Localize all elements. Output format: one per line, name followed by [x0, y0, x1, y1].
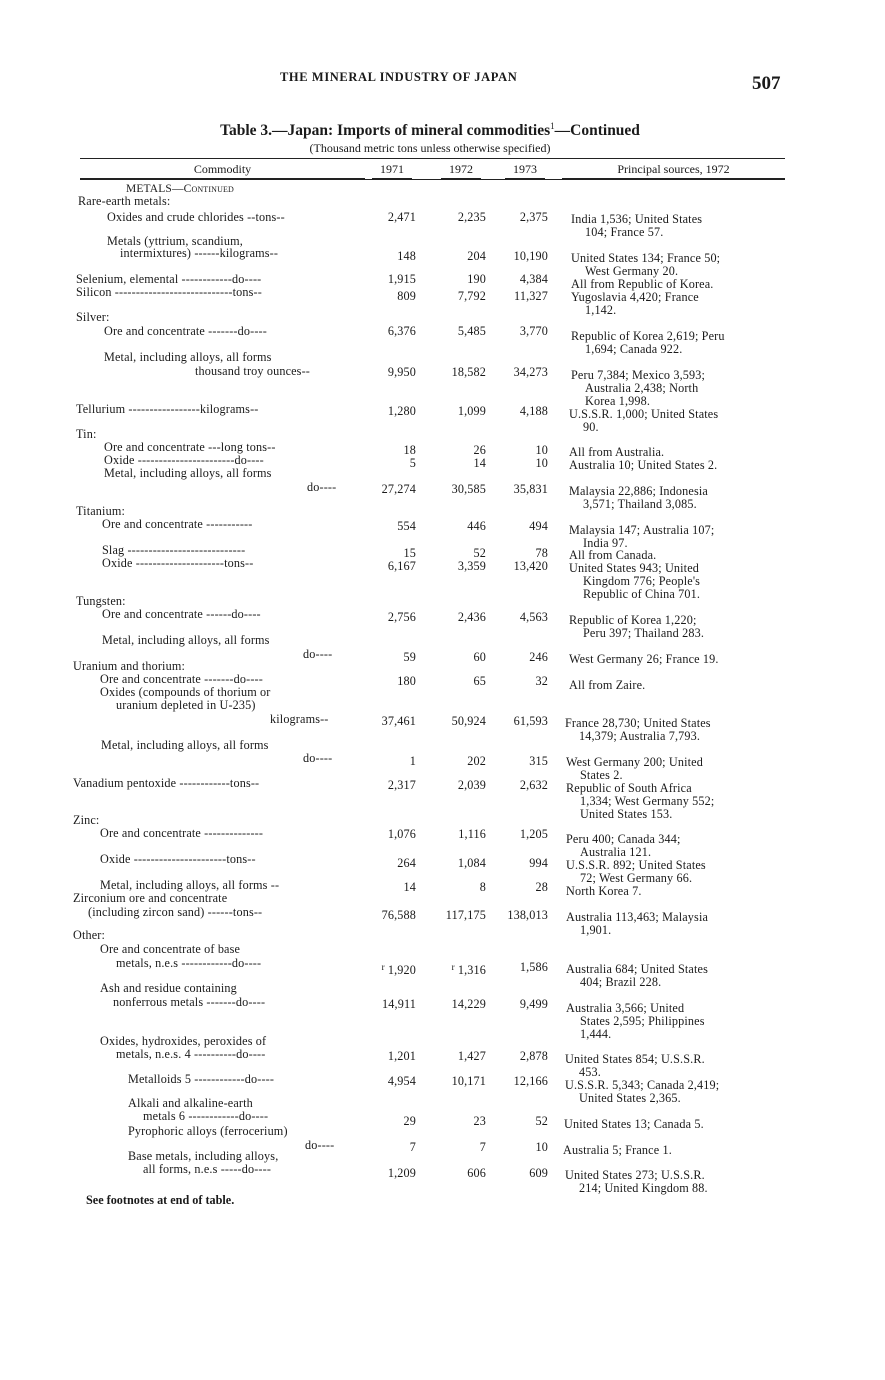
value-1971: 809 — [397, 289, 416, 303]
value-1973: 10,190 — [513, 249, 548, 263]
principal-sources-line: 14,379; Australia 7,793. — [579, 729, 701, 743]
table-title-text: Table 3.—Japan: Imports of mineral commodities — [220, 122, 551, 140]
value-1972: 3,359 — [457, 559, 486, 573]
value-1972: 14,229 — [451, 997, 486, 1011]
value-1972: 202 — [467, 754, 486, 768]
value-1971: 27,274 — [381, 482, 416, 496]
principal-sources-line: United States 134; France 50; — [571, 251, 721, 265]
value-1971: 180 — [397, 674, 416, 688]
value-1973: 9,499 — [519, 997, 548, 1011]
value-1971: 6,376 — [387, 324, 416, 338]
commodity-label: Ore and concentrate -------------- — [100, 826, 264, 840]
value-1973: 2,375 — [519, 210, 548, 224]
value-1971: 2,471 — [387, 210, 416, 224]
commodity-label: Ore and concentrate -------do---- — [100, 672, 263, 686]
value-1971: 264 — [397, 856, 416, 870]
principal-sources-line: 1,334; West Germany 552; — [580, 794, 715, 808]
value-1971: 1 — [409, 754, 416, 768]
principal-sources-line: Peru 7,384; Mexico 3,593; — [571, 368, 706, 382]
value-1972: 446 — [467, 519, 486, 533]
principal-sources-line: 104; France 57. — [585, 225, 664, 239]
value-1973: 35,831 — [513, 482, 548, 496]
principal-sources-line: Peru 397; Thailand 283. — [583, 626, 705, 640]
value-1972: 2,039 — [457, 778, 486, 792]
value-1971: 1,201 — [387, 1049, 416, 1063]
running-head: THE MINERAL INDUSTRY OF JAPAN — [280, 70, 518, 84]
principal-sources-line: 453. — [579, 1065, 601, 1079]
principal-sources-line: West Germany 26; France 19. — [569, 652, 719, 666]
value-1972: 52 — [473, 546, 486, 560]
commodity-label: metals, n.e.s. 4 ----------do---- — [116, 1047, 266, 1061]
value-1971: 18 — [403, 443, 416, 457]
principal-sources-line: United States 153. — [580, 807, 673, 821]
value-1972 — [430, 960, 486, 977]
commodity-label: Oxides (compounds of thorium or — [100, 685, 271, 699]
value-1971: 76,588 — [381, 908, 416, 922]
commodity-label: Ash and residue containing — [100, 981, 237, 995]
value-1973: 315 — [529, 754, 548, 768]
value-1971: 554 — [397, 519, 416, 533]
revised-flag: r — [381, 962, 385, 972]
value-1972: 2,235 — [457, 210, 486, 224]
column-header-commodity: Commodity — [80, 162, 365, 179]
value-1973: 10 — [535, 443, 548, 457]
value-1972: 606 — [467, 1166, 486, 1180]
principal-sources-line: North Korea 7. — [566, 884, 642, 898]
principal-sources-line: Malaysia 147; Australia 107; — [569, 523, 715, 537]
principal-sources-line: Australia 121. — [580, 845, 652, 859]
commodity-label: uranium depleted in U-235) — [116, 698, 256, 712]
commodity-label: do---- — [305, 1138, 335, 1152]
value-1972: 117,175 — [445, 908, 486, 922]
table-title-suffix: —Continued — [554, 122, 640, 140]
value-1972: 23 — [473, 1114, 486, 1128]
principal-sources-line: 214; United Kingdom 88. — [579, 1181, 708, 1195]
commodity-label: Metal, including alloys, all forms -- — [100, 878, 280, 892]
principal-sources-line: All from Republic of Korea. — [571, 277, 714, 291]
commodity-label: all forms, n.e.s -----do---- — [143, 1162, 272, 1176]
value-1972: 204 — [467, 249, 486, 263]
value-1972: 26 — [473, 443, 486, 457]
value-1971: 6,167 — [387, 559, 416, 573]
commodity-label: Alkali and alkaline-earth — [128, 1096, 253, 1110]
value-1972: 60 — [473, 650, 486, 664]
commodity-label: Other: — [73, 928, 106, 942]
value-1973: 2,632 — [519, 778, 548, 792]
principal-sources-line: Australia 10; United States 2. — [569, 458, 718, 472]
value-1971: 29 — [403, 1114, 416, 1128]
principal-sources-line: 1,694; Canada 922. — [585, 342, 683, 356]
commodity-label: do---- — [303, 751, 333, 765]
column-header-1973: 1973 — [505, 162, 545, 179]
commodity-label: Ore and concentrate ----------- — [102, 517, 253, 531]
commodity-label: intermixtures) ------kilograms-- — [120, 246, 279, 260]
commodity-label: Vanadium pentoxide ------------tons-- — [73, 776, 260, 790]
commodity-label: Ore and concentrate -------do---- — [104, 324, 267, 338]
principal-sources-line: U.S.S.R. 892; United States — [566, 858, 706, 872]
value-1972: 8 — [479, 880, 486, 894]
value-1973: 494 — [529, 519, 548, 533]
commodity-label: Ore and concentrate of base — [100, 942, 241, 956]
value-1973: 246 — [529, 650, 548, 664]
commodity-label: thousand troy ounces-- — [195, 364, 310, 378]
principal-sources-line: 404; Brazil 228. — [580, 975, 662, 989]
value-1972: 10,171 — [451, 1074, 486, 1088]
principal-sources-line: United States 2,365. — [579, 1091, 681, 1105]
principal-sources-line: Peru 400; Canada 344; — [566, 832, 681, 846]
commodity-label: Oxide -----------------------do---- — [104, 453, 264, 467]
commodity-label: Uranium and thorium: — [73, 659, 185, 673]
principal-sources-line: United States 854; U.S.S.R. — [565, 1052, 705, 1066]
principal-sources-line: India 97. — [583, 536, 628, 550]
value-1973: 10 — [535, 456, 548, 470]
principal-sources-line: Malaysia 22,886; Indonesia — [569, 484, 708, 498]
principal-sources-line: Korea 1,998. — [585, 394, 651, 408]
commodity-label: kilograms-- — [270, 712, 329, 726]
commodity-label: Metal, including alloys, all forms — [104, 350, 272, 364]
principal-sources-line: Yugoslavia 4,420; France — [571, 290, 699, 304]
value-1973: 52 — [535, 1114, 548, 1128]
value-1973: 3,770 — [519, 324, 548, 338]
value-1971: 1,280 — [387, 404, 416, 418]
commodity-label: (including zircon sand) ------tons-- — [88, 905, 263, 919]
principal-sources-line: 1,444. — [580, 1027, 612, 1041]
value-1971: 4,954 — [387, 1074, 416, 1088]
value-1971: 2,756 — [387, 610, 416, 624]
column-header-principal-sources: Principal sources, 1972 — [562, 162, 785, 179]
column-header-1971: 1971 — [372, 162, 412, 179]
commodity-label: Oxide ---------------------tons-- — [102, 556, 254, 570]
principal-sources-line: United States 13; Canada 5. — [564, 1117, 704, 1131]
commodity-label: Base metals, including alloys, — [128, 1149, 279, 1163]
commodity-label: Rare-earth metals: — [78, 194, 171, 208]
value-1971: 1,209 — [387, 1166, 416, 1180]
principal-sources-line: Republic of Korea 1,220; — [569, 613, 697, 627]
page-number: 507 — [752, 73, 781, 94]
principal-sources-line: Australia 3,566; United — [566, 1001, 685, 1015]
principal-sources-line: States 2. — [580, 768, 623, 782]
commodity-label: metals 6 ------------do---- — [143, 1109, 269, 1123]
commodity-label: do---- — [307, 480, 337, 494]
commodity-label: Ore and concentrate ------do---- — [102, 607, 261, 621]
value-1972: 18,582 — [451, 365, 486, 379]
principal-sources-line: West Germany 200; United — [566, 755, 703, 769]
value-1971: 59 — [403, 650, 416, 664]
value-1973: 11,327 — [514, 289, 548, 303]
value-1971: 1,915 — [387, 272, 416, 286]
value-1973: 138,013 — [507, 908, 548, 922]
value-1972: 7 — [479, 1140, 486, 1154]
footnote-reference: See footnotes at end of table. — [86, 1193, 235, 1207]
commodity-label: Metalloids 5 ------------do---- — [128, 1072, 275, 1086]
value-1972: 1,084 — [457, 856, 486, 870]
principal-sources-line: West Germany 20. — [585, 264, 679, 278]
value-1972: 1,099 — [457, 404, 486, 418]
value-1971 — [360, 960, 416, 977]
section-heading-metals: METALS—Continued — [126, 183, 234, 195]
value-1971: 5 — [409, 456, 416, 470]
principal-sources-line: All from Zaire. — [569, 678, 646, 692]
principal-sources-line: Republic of Korea 2,619; Peru — [571, 329, 725, 343]
commodity-label: Tungsten: — [76, 594, 126, 608]
value-1972: 1,427 — [457, 1049, 486, 1063]
commodity-label: Selenium, elemental ------------do---- — [76, 272, 262, 286]
principal-sources-line: States 2,595; Philippines — [580, 1014, 705, 1028]
principal-sources-line: France 28,730; United States — [565, 716, 711, 730]
value-1973: 61,593 — [513, 714, 548, 728]
principal-sources-line: United States 273; U.S.S.R. — [565, 1168, 705, 1182]
principal-sources-line: Republic of South Africa — [566, 781, 692, 795]
value-1971: 15 — [403, 546, 416, 560]
value-1971: 7 — [409, 1140, 416, 1154]
value-1973: 1,586 — [519, 960, 548, 974]
commodity-label: Metal, including alloys, all forms — [104, 466, 272, 480]
value-1973: 28 — [535, 880, 548, 894]
principal-sources-line: India 1,536; United States — [571, 212, 703, 226]
commodity-label: Slag ---------------------------- — [102, 543, 246, 557]
value-1973: 12,166 — [513, 1074, 548, 1088]
commodity-label: Tin: — [76, 427, 97, 441]
value-1971: 14 — [403, 880, 416, 894]
commodity-label: nonferrous metals -------do---- — [113, 995, 266, 1009]
commodity-label: metals, n.e.s ------------do---- — [116, 956, 262, 970]
principal-sources-line: U.S.S.R. 5,343; Canada 2,419; — [565, 1078, 720, 1092]
commodity-label: Zinc: — [73, 813, 100, 827]
value-1973: 4,384 — [519, 272, 548, 286]
value-1972: 190 — [467, 272, 486, 286]
value-1973: 4,188 — [519, 404, 548, 418]
value-1973: 4,563 — [519, 610, 548, 624]
principal-sources-line: Australia 684; United States — [566, 962, 708, 976]
principal-sources-line: All from Australia. — [569, 445, 665, 459]
commodity-label: Oxides and crude chlorides --tons-- — [107, 210, 285, 224]
value-1971: 148 — [397, 249, 416, 263]
commodity-label: Oxides, hydroxides, peroxides of — [100, 1034, 267, 1048]
value-text: 1,920 — [387, 963, 416, 977]
principal-sources-line: 90. — [583, 420, 599, 434]
principal-sources-line: Republic of China 701. — [583, 587, 701, 601]
value-1971: 1,076 — [387, 827, 416, 841]
value-1972: 7,792 — [457, 289, 486, 303]
principal-sources-line: 1,142. — [585, 303, 617, 317]
value-1973: 78 — [535, 546, 548, 560]
value-1973: 32 — [535, 674, 548, 688]
principal-sources-line: 1,901. — [580, 923, 612, 937]
commodity-label: Metal, including alloys, all forms — [101, 738, 269, 752]
principal-sources-line: U.S.S.R. 1,000; United States — [569, 407, 719, 421]
principal-sources-line: Kingdom 776; People's — [583, 574, 701, 588]
value-1973: 2,878 — [519, 1049, 548, 1063]
value-1972: 14 — [473, 456, 486, 470]
commodity-label: Silver: — [76, 310, 110, 324]
table-title-footnote-marker: 1 — [550, 121, 555, 131]
principal-sources-line: 72; West Germany 66. — [580, 871, 693, 885]
value-1972: 2,436 — [457, 610, 486, 624]
value-1973: 1,205 — [519, 827, 548, 841]
value-1972: 1,116 — [458, 827, 486, 841]
value-1973: 10 — [535, 1140, 548, 1154]
value-text: 1,316 — [457, 963, 486, 977]
principal-sources-line: Australia 2,438; North — [585, 381, 699, 395]
principal-sources-line: Australia 113,463; Malaysia — [566, 910, 709, 924]
value-1973: 609 — [529, 1166, 548, 1180]
commodity-label: Metal, including alloys, all forms — [102, 633, 270, 647]
column-header-1972: 1972 — [441, 162, 481, 179]
commodity-label: Oxide ----------------------tons-- — [100, 852, 256, 866]
principal-sources-line: 3,571; Thailand 3,085. — [583, 497, 697, 511]
value-1973: 13,420 — [513, 559, 548, 573]
table-header-rule — [80, 179, 785, 180]
table-title — [0, 121, 860, 140]
value-1973: 994 — [529, 856, 548, 870]
value-1971: 9,950 — [387, 365, 416, 379]
value-1971: 14,911 — [382, 997, 416, 1011]
revised-flag: r — [451, 962, 455, 972]
value-1972: 65 — [473, 674, 486, 688]
principal-sources-line: United States 943; United — [569, 561, 700, 575]
commodity-label: Tellurium -----------------kilograms-- — [76, 402, 259, 416]
value-1972: 30,585 — [451, 482, 486, 496]
table-top-rule — [80, 158, 785, 159]
table-subtitle: (Thousand metric tons unless otherwise specified) — [309, 141, 551, 155]
value-1971: 2,317 — [387, 778, 416, 792]
commodity-label: Ore and concentrate ---long tons-- — [104, 440, 276, 454]
commodity-label: Zirconium ore and concentrate — [73, 891, 228, 905]
commodity-label: Titanium: — [76, 504, 125, 518]
principal-sources-line: All from Canada. — [569, 548, 657, 562]
commodity-label: Metals (yttrium, scandium, — [107, 234, 243, 248]
value-1973: 34,273 — [513, 365, 548, 379]
principal-sources-line: Australia 5; France 1. — [563, 1143, 672, 1157]
value-1972: 5,485 — [457, 324, 486, 338]
commodity-label: Silicon ----------------------------tons-- — [76, 285, 262, 299]
commodity-label: Pyrophoric alloys (ferrocerium) — [128, 1124, 288, 1138]
value-1972: 50,924 — [451, 714, 486, 728]
value-1971: 37,461 — [381, 714, 416, 728]
commodity-label: do---- — [303, 647, 333, 661]
